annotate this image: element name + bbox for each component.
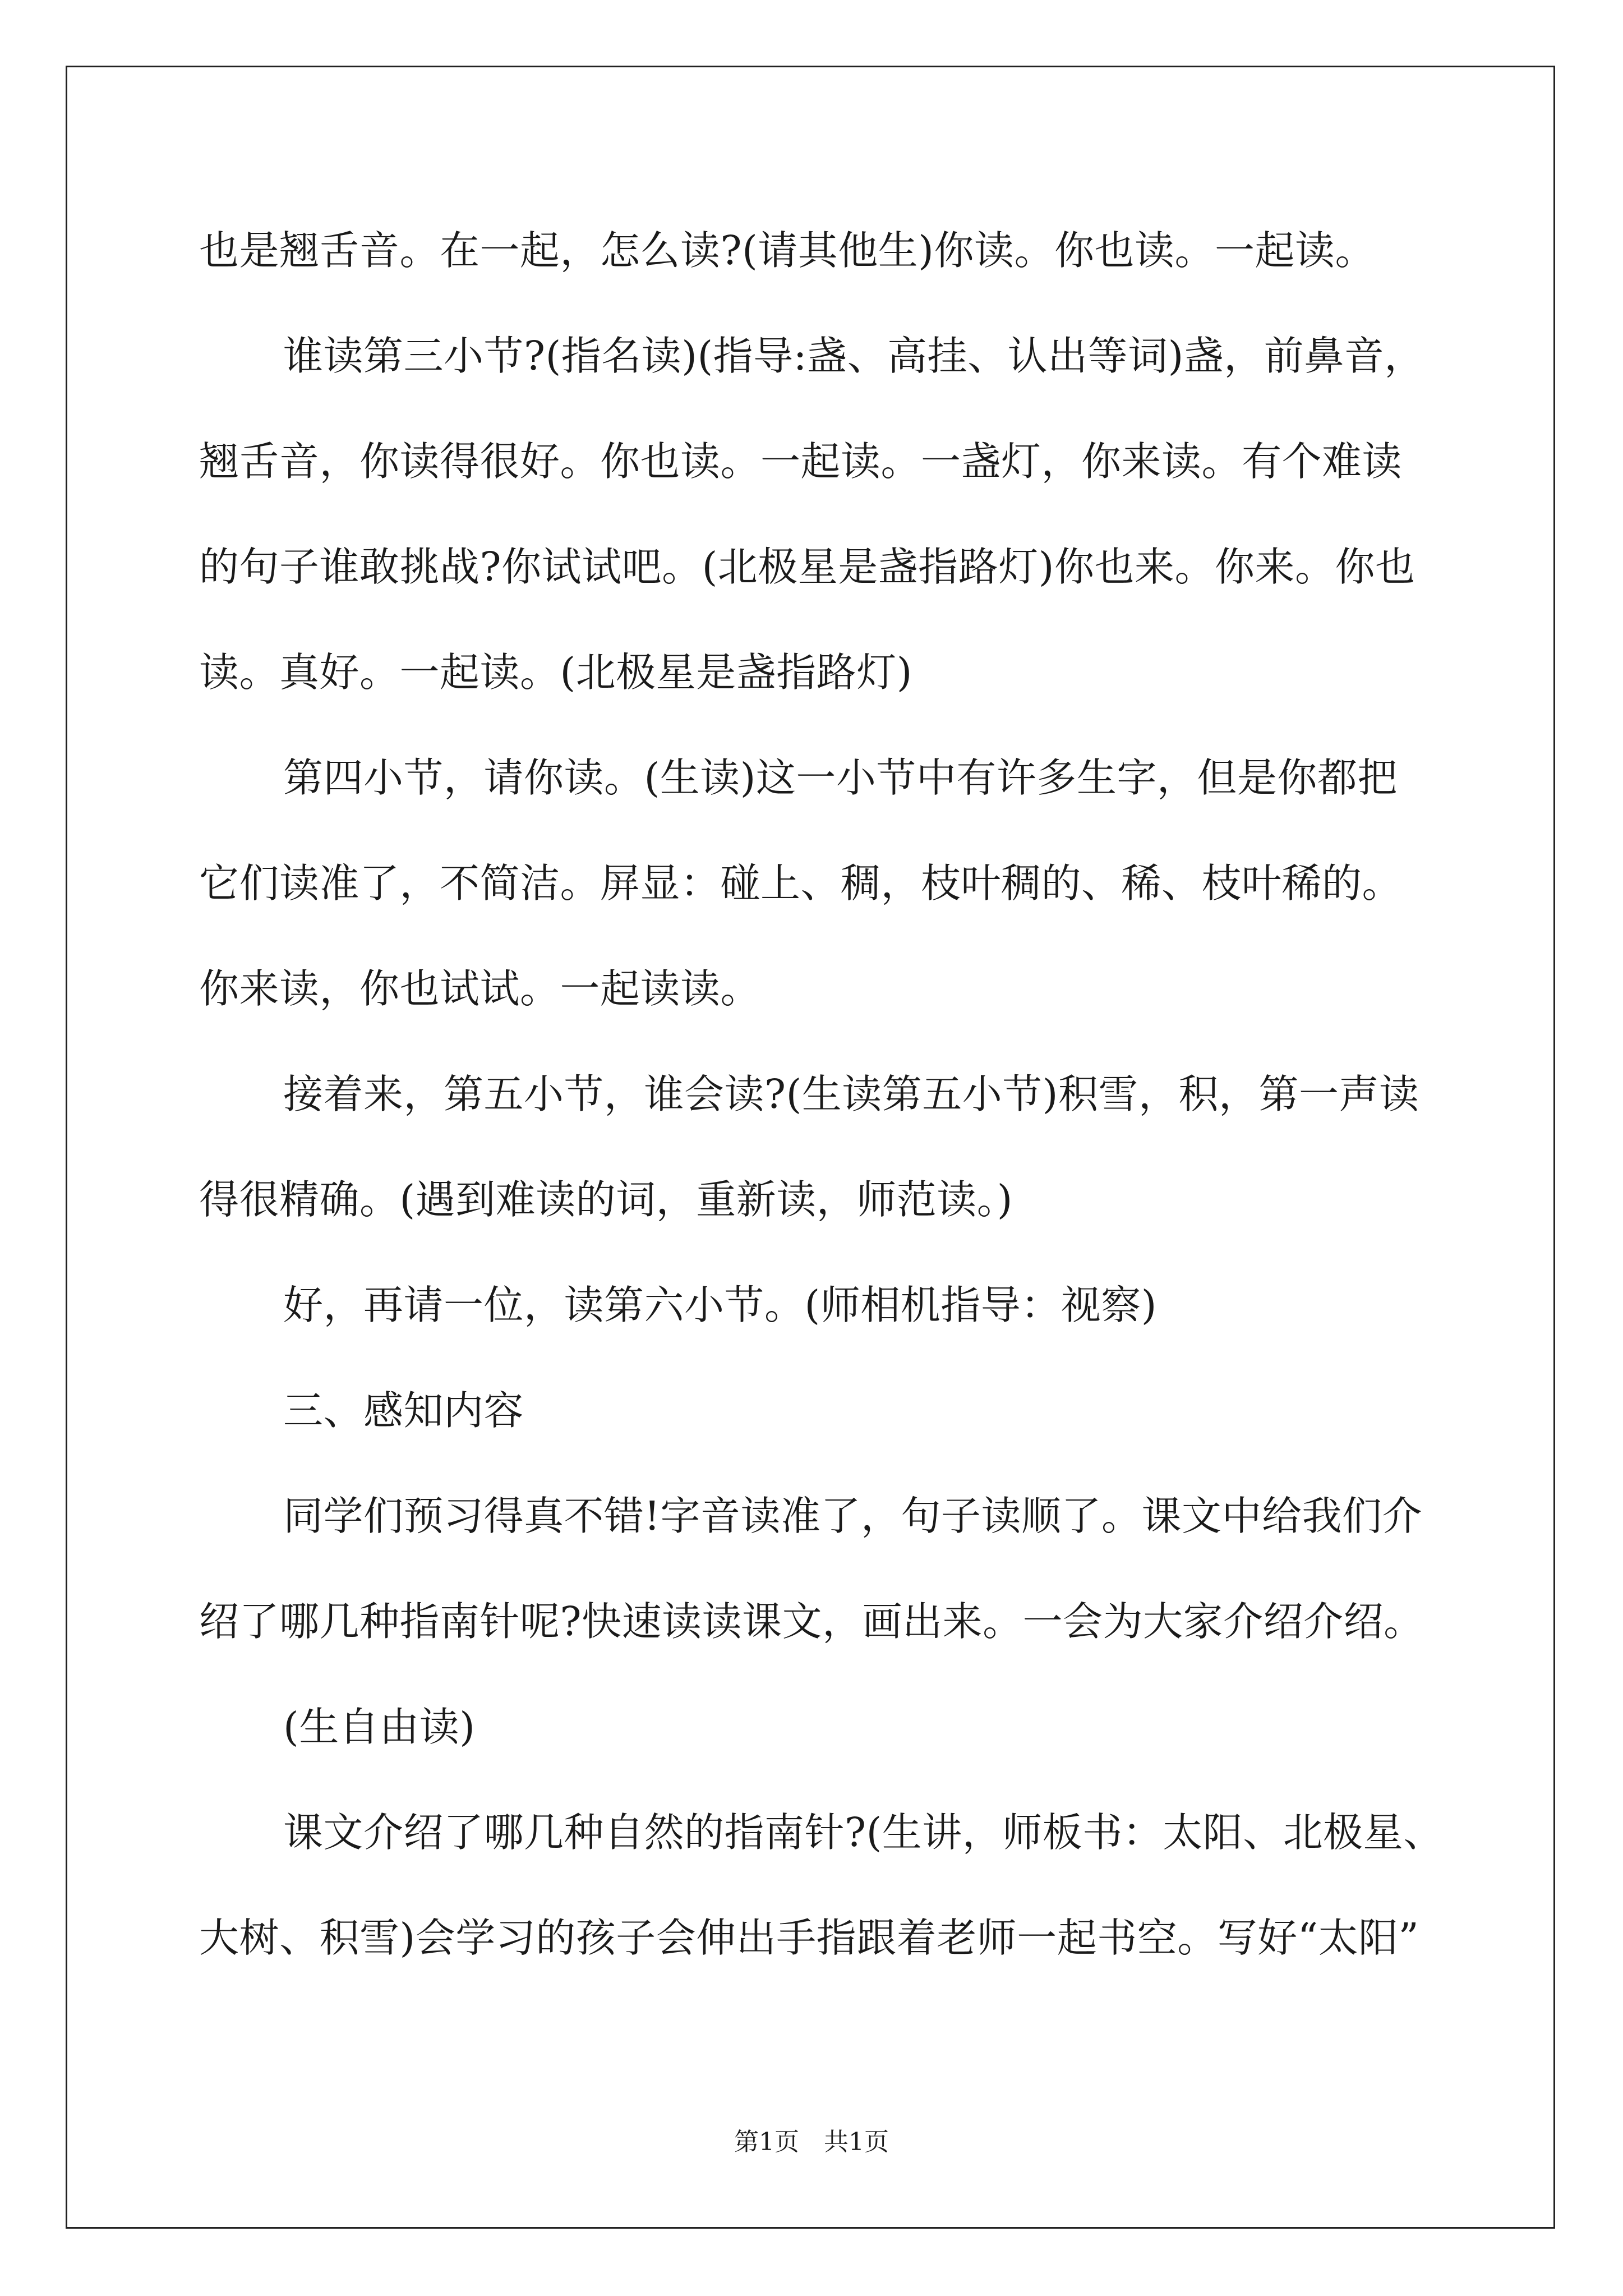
text-line: 读。真好。一起读。(北极星是盏指路灯)	[199, 649, 912, 696]
text-line: 好，再请一位，读第六小节。(师相机指导：视察)	[283, 1282, 1157, 1328]
text-line: 同学们预习得真不错!字音读准了，句子读顺了。课文中给我们介	[283, 1493, 1423, 1539]
text-line: 接着来，第五小节，谁会读?(生读第五小节)积雪，积，第一声读	[283, 1071, 1419, 1117]
text-line: 绍了哪几种指南针呢?快速读读课文，画出来。一会为大家介绍介绍。	[199, 1598, 1424, 1645]
text-line: 你来读，你也试试。一起读读。	[199, 965, 761, 1012]
section-heading: 三、感知内容	[283, 1387, 524, 1434]
document-body	[199, 209, 1444, 2001]
text-line: 第四小节，请你读。(生读)这一小节中有许多生字，但是你都把	[283, 754, 1398, 801]
text-line: 翘舌音，你读得很好。你也读。一起读。一盏灯，你来读。有个难读	[199, 438, 1403, 485]
text-line: 大树、积雪)会学习的孩子会伸出手指跟着老师一起书空。写好“太阳”	[199, 1915, 1419, 1961]
text-line: 的句子谁敢挑战?你试试吧。(北极星是盏指路灯)你也来。你来。你也	[199, 544, 1415, 590]
text-line: 得很精确。(遇到难读的词，重新读，师范读。)	[199, 1176, 1013, 1223]
page-number-footer: 第1页 共1页	[734, 2128, 889, 2156]
text-line: (生自由读)	[283, 1704, 476, 1750]
text-line: 谁读第三小节?(指名读)(指导:盏、高挂、认出等词)盏，前鼻音，	[283, 333, 1424, 379]
text-line: 也是翘舌音。在一起，怎么读?(请其他生)你读。你也读。一起读。	[199, 227, 1375, 274]
text-line: 它们读准了，不简洁。屏显：碰上、稠，枝叶稠的、稀、枝叶稀的。	[199, 860, 1403, 907]
text-line: 课文介绍了哪几种自然的指南针?(生讲，师板书：太阳、北极星、	[283, 1809, 1444, 1856]
